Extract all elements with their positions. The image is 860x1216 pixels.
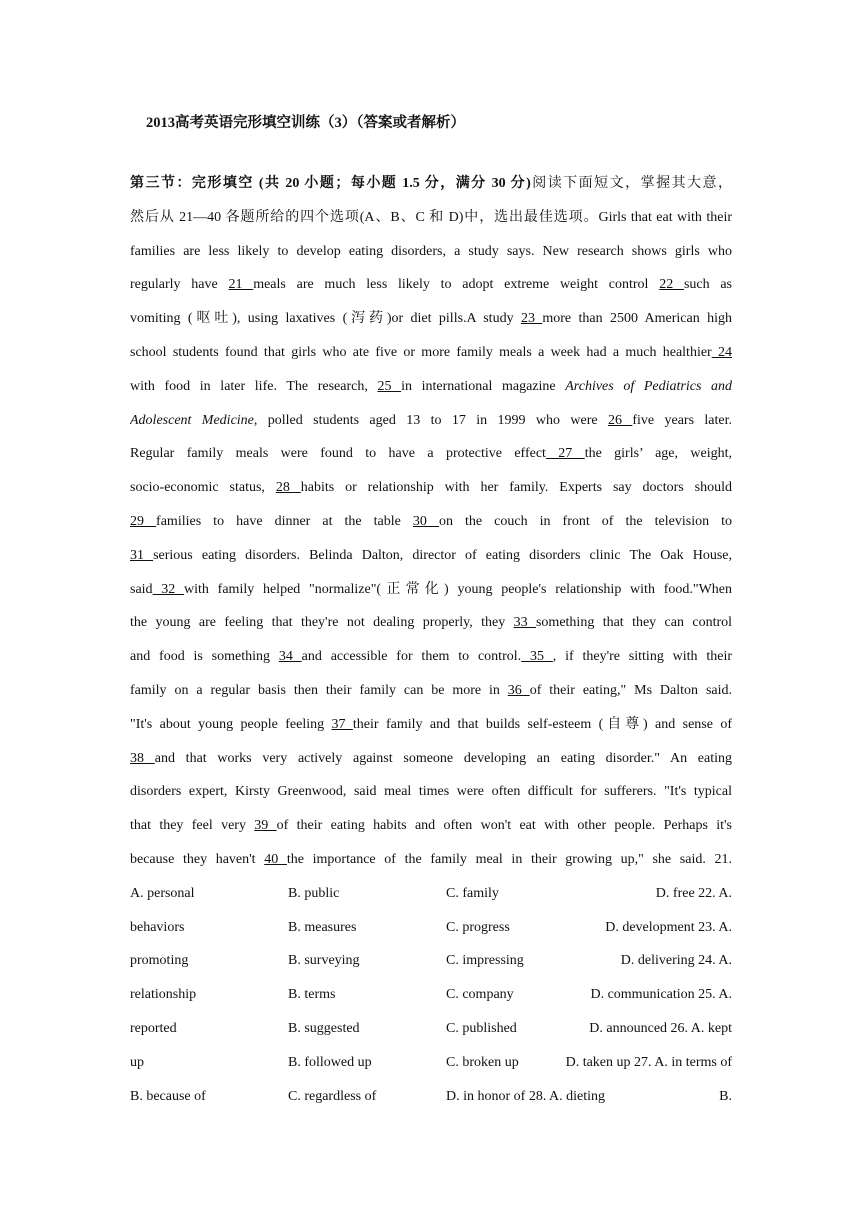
answer-blank: 21	[228, 277, 254, 293]
passage-line	[130, 478, 732, 512]
passage-text: and accessible for them to control.	[301, 649, 522, 665]
passage-text: more than 2500 American high	[542, 311, 732, 327]
passage-text: "It's about young people feeling	[130, 716, 332, 732]
cloze-passage	[130, 174, 732, 1120]
option-item: B. because of	[130, 1088, 206, 1104]
answer-blank: 33	[513, 615, 536, 631]
passage-text: regularly have	[130, 277, 229, 293]
option-item: C. impressing	[446, 953, 524, 969]
passage-line	[130, 343, 732, 377]
passage-text: something that they can control	[535, 615, 732, 631]
answer-blank: 36	[507, 682, 530, 698]
passage-line	[130, 816, 732, 850]
answer-blank: 23	[520, 311, 543, 327]
passage-line	[130, 275, 732, 309]
passage-line	[130, 411, 732, 445]
passage-text: 然后从 21—40 各题所给的四个选项(A、B、C 和 D)中，选出最佳选项。Girls that eat with their	[130, 209, 732, 225]
passage-line	[130, 309, 732, 343]
passage-text: on the couch in front of the television to	[438, 513, 732, 529]
option-item: C. regardless of	[288, 1088, 377, 1104]
answer-blank: 26	[607, 412, 633, 428]
answer-blank: 35	[521, 649, 553, 665]
option-line	[130, 951, 732, 985]
option-item: C. company	[446, 987, 514, 1003]
passage-line	[130, 749, 732, 783]
answer-blank: 25	[377, 378, 402, 394]
option-item: B.	[719, 1088, 732, 1104]
passage-text: because they haven't	[130, 851, 265, 867]
passage-line	[130, 647, 732, 681]
passage-text: school students found that girls who ate five or more family meals a week had a much healthier	[130, 344, 712, 360]
option-item: reported	[130, 1020, 177, 1036]
answer-blank: 31	[130, 547, 154, 563]
answer-blank: 27	[545, 446, 585, 462]
passage-line	[130, 512, 732, 546]
passage-text: family on a regular basis then their family can be more in	[130, 682, 508, 698]
option-line	[130, 1053, 732, 1087]
option-item: C. family	[446, 885, 499, 901]
option-item: B. public	[288, 885, 340, 901]
option-item: C. broken up	[446, 1054, 519, 1070]
passage-line	[130, 613, 732, 647]
option-item: D. delivering 24. A.	[620, 953, 732, 969]
passage-text: , polled students aged 13 to 17 in 1999 who were	[253, 412, 608, 428]
passage-text: the young are feeling that they're not dealing properly, they	[130, 615, 514, 631]
passage-text: in international magazine	[401, 378, 566, 394]
passage-text: such as	[683, 277, 732, 293]
answer-blank: 30	[412, 513, 439, 529]
option-item: B. surveying	[288, 953, 360, 969]
answer-blank: 24	[711, 344, 732, 360]
passage-text: with family helped "normalize"(正常化) young people's relationship with food."When	[184, 581, 732, 597]
option-line	[130, 918, 732, 952]
option-item: B. suggested	[288, 1020, 360, 1036]
answer-blank: 38	[130, 750, 155, 766]
option-item: D. communication 25. A.	[590, 987, 732, 1003]
option-item: A. personal	[130, 885, 195, 901]
answer-blank: 28	[275, 480, 301, 496]
passage-text: of their eating," Ms Dalton said.	[529, 682, 732, 698]
option-item: promoting	[130, 953, 189, 969]
option-item: D. development 23. A.	[605, 919, 732, 935]
passage-text: with food in later life. The research,	[130, 378, 378, 394]
answer-blank: 40	[264, 851, 287, 867]
passage-text: the girls’ age, weight,	[584, 446, 732, 462]
passage-text: Regular family meals were found to have a protective effect	[130, 446, 546, 462]
passage-line	[130, 377, 732, 411]
answer-blank: 39	[254, 818, 277, 834]
passage-text: Archives of Pediatrics and	[565, 378, 732, 394]
option-line	[130, 985, 732, 1019]
passage-text: 第三节：完形填空 (共 20 小题；每小题 1.5 分，满分 30 分)	[130, 176, 531, 191]
passage-text: , if they're sitting with their	[552, 649, 732, 665]
passage-text: of their eating habits and often won't eat with other people. Perhaps it's	[276, 818, 732, 834]
passage-line	[130, 850, 732, 884]
passage-text: meals are much less likely to adopt extreme weight control	[253, 277, 660, 293]
answer-blank: 22	[659, 277, 684, 293]
passage-text: and food is something	[130, 649, 279, 665]
option-item: C. progress	[446, 919, 510, 935]
passage-text: Adolescent Medicine	[130, 412, 254, 428]
option-item: B. followed up	[288, 1054, 372, 1070]
passage-line	[130, 546, 732, 580]
option-line	[130, 1087, 732, 1121]
passage-line	[130, 242, 732, 276]
option-item: D. taken up 27. A. in terms of	[565, 1054, 732, 1070]
passage-line	[130, 208, 732, 242]
passage-text: five years later.	[632, 412, 732, 428]
passage-text: socio-economic status,	[130, 480, 276, 496]
passage-text: that they feel very	[130, 818, 255, 834]
passage-line	[130, 444, 732, 478]
passage-line	[130, 580, 732, 614]
passage-text: disorders expert, Kirsty Greenwood, said meal times were often difficult for sufferers. "It's typical	[130, 784, 732, 800]
option-item: relationship	[130, 987, 197, 1003]
option-item: D. free 22. A.	[655, 885, 732, 901]
passage-line	[130, 174, 732, 208]
option-item: up	[130, 1054, 144, 1070]
passage-text: families to have dinner at the table	[156, 513, 413, 529]
passage-text: vomiting (呕吐), using laxatives (泻药)or diet pills.A study	[130, 311, 521, 327]
passage-line	[130, 782, 732, 816]
answer-blank: 37	[331, 716, 353, 732]
option-item: B. measures	[288, 919, 357, 935]
passage-text: 阅读下面短文，掌握其大意，	[530, 176, 732, 191]
option-item: C. published	[446, 1020, 517, 1036]
passage-line	[130, 715, 732, 749]
passage-text: habits or relationship with her family. Experts say doctors should	[300, 480, 732, 496]
answer-blank: 29	[130, 513, 157, 529]
answer-blank: 34	[278, 649, 302, 665]
option-item: B. terms	[288, 987, 336, 1003]
page-title: 2013高考英语完形填空训练（3）（答案或者解析）	[146, 115, 465, 131]
option-line	[130, 1019, 732, 1053]
passage-text: serious eating disorders. Belinda Dalton, director of eating disorders clinic The Oak House,	[153, 547, 732, 563]
passage-text: and that works very actively against someone developing an eating disorder." An eating	[154, 750, 732, 766]
passage-text: their family and that builds self-esteem (自尊) and sense of	[352, 716, 732, 732]
option-item: D. in honor of 28. A. dieting	[446, 1088, 606, 1104]
passage-text: the importance of the family meal in their growing up," she said. 21.	[286, 851, 732, 867]
option-item: D. announced 26. A. kept	[589, 1020, 732, 1036]
answer-blank: 32	[152, 581, 185, 597]
passage-line	[130, 681, 732, 715]
passage-text: said	[130, 581, 153, 597]
option-item: behaviors	[130, 919, 185, 935]
option-line	[130, 884, 732, 918]
passage-text: families are less likely to develop eating disorders, a study says. New research shows girls who	[130, 243, 732, 259]
